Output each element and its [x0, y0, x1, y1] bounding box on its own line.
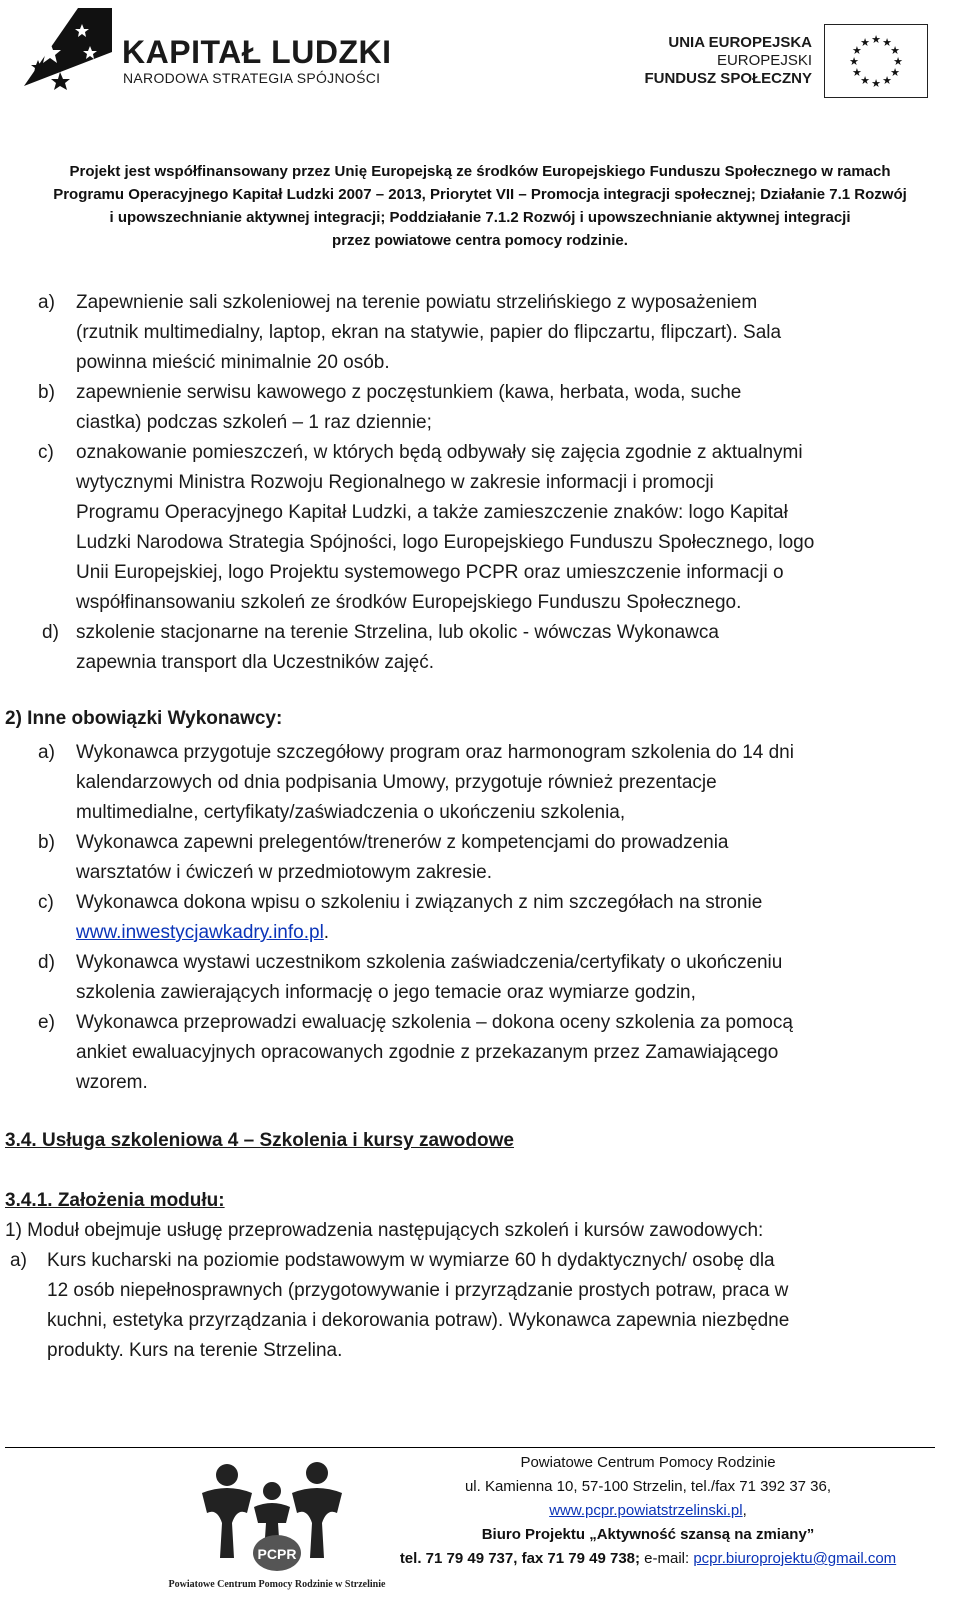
footer-website [368, 1499, 928, 1523]
ue-line2: EUROPEJSKI [716, 52, 812, 69]
cofinancing-line: przez powiatowe centra pomocy rodzinie. [332, 232, 628, 249]
text-line: wytycznymi Ministra Rozwoju Regionalnego w zakresie informacji i promocji [76, 472, 714, 493]
inwestycjawkadry-link[interactable]: www.inwestycjawkadry.info.pl [76, 922, 324, 943]
footer-org-name: Powiatowe Centrum Pomocy Rodzinie [520, 1454, 776, 1471]
section-3-4-heading: 3.4. Usługa szkoleniowa 4 – Szkolenia i kursy zawodowe [5, 1130, 514, 1151]
list-label: b) [38, 832, 55, 853]
text-line: multimedialne, certyfikaty/zaświadczenia o ukończeniu szkolenia, [76, 802, 626, 823]
eu-star-icon: ★ [860, 74, 870, 88]
list-label: a) [10, 1250, 27, 1271]
pcpr-logo-text: PCPR [257, 1546, 297, 1562]
footer-address: ul. Kamienna 10, 57-100 Strzelin, tel./fax 71 392 37 36, [464, 1478, 832, 1495]
list-text [76, 738, 794, 828]
cofinancing-notice [0, 160, 960, 252]
pcpr-logo-caption: Powiatowe Centrum Pomocy Rodzinie w Strzelinie [168, 1579, 386, 1590]
list-text [76, 288, 781, 378]
eu-star-icon: ★ [852, 66, 862, 79]
ue-line1: UNIA EUROPEJSKA [668, 34, 812, 51]
text-line: zapewnia transport dla Uczestników zajęć. [76, 652, 435, 673]
footer-email-label: e-mail: [640, 1550, 694, 1567]
text-line: 12 osób niepełnosprawnych (przygotowywanie i przyrządzanie prostych potraw, praca w [47, 1280, 789, 1301]
text-line: Wykonawca przygotuje szczegółowy program oraz harmonogram szkolenia do 14 dni [76, 742, 794, 763]
list-label: a) [38, 742, 55, 763]
list-text [47, 1246, 789, 1366]
eu-logo-text [640, 34, 812, 88]
text-line: powinna mieścić minimalnie 20 osób. [76, 352, 390, 373]
pcpr-logo-icon [168, 1453, 386, 1603]
eu-star-icon: ★ [860, 35, 870, 49]
eu-star-icon: ★ [852, 44, 862, 57]
footer-phones: tel. 71 79 49 737, fax 71 79 49 738; [399, 1550, 640, 1567]
cofinancing-line: Projekt jest współfinansowany przez Unię Europejską ze środków Europejskiego Funduszu Społecznego w ramach [69, 163, 891, 180]
text-line: produkty. Kurs na terenie Strzelina. [47, 1340, 343, 1361]
list-text [76, 378, 741, 438]
list-label: b) [38, 382, 55, 403]
list-label: a) [38, 292, 55, 313]
pcpr-website-link[interactable]: www.pcpr.powiatstrzelinski.pl [549, 1502, 743, 1519]
ue-line3: FUNDUSZ SPOŁECZNY [644, 70, 812, 87]
text-line: Programu Operacyjnego Kapitał Ludzki, a także zamieszczenie znaków: logo Kapitał [76, 502, 788, 523]
list-text [76, 828, 729, 888]
eu-star-icon: ★ [871, 33, 881, 46]
text-line: warsztatów i ćwiczeń w przedmiotowym zakresie. [76, 862, 493, 883]
list-label: c) [38, 442, 54, 463]
link-suffix: , [742, 1502, 747, 1519]
list-text [76, 438, 814, 618]
text-line: Zapewnienie sali szkoleniowej na terenie powiatu strzelińskiego z wyposażeniem [76, 292, 758, 313]
text-line: Wykonawca zapewni prelegentów/trenerów z kompetencjami do prowadzenia [76, 832, 729, 853]
list-text [76, 888, 762, 948]
list-text [76, 948, 782, 1008]
text-line: kuchni, estetyka przyrządzania i dekorowania potraw). Wykonawca zapewnia niezbędne [47, 1310, 790, 1331]
eu-star-icon: ★ [890, 44, 900, 57]
footer-divider [5, 1447, 935, 1448]
email-link[interactable]: pcpr.biuroprojektu@gmail.com [693, 1550, 897, 1567]
kapital-ludzki-subtitle: NARODOWA STRATEGIA SPÓJNOŚCI [123, 70, 381, 86]
text-line: współfinansowaniu szkoleń ze środków Europejskiego Funduszu Społecznego. [76, 592, 742, 613]
footer-phone-email [368, 1547, 928, 1571]
text-line: Unii Europejskiej, logo Projektu systemowego PCPR oraz umieszczenie informacji o [76, 562, 784, 583]
cofinancing-line: Programu Operacyjnego Kapitał Ludzki 2007 – 2013, Priorytet VII – Promocja integracji społecznej; Działanie 7.1 Rozwój [53, 186, 907, 203]
eu-star-icon: ★ [882, 35, 892, 49]
eu-flag-icon [824, 24, 928, 98]
text-line: szkolenie stacjonarne na terenie Strzelina, lub okolic - wówczas Wykonawca [76, 622, 719, 643]
module-intro: 1) Moduł obejmuje usługę przeprowadzenia następujących szkoleń i kursów zawodowych: [5, 1220, 764, 1241]
section-3-4-1-heading: 3.4.1. Założenia modułu: [5, 1190, 225, 1211]
eu-star-icon: ★ [871, 77, 881, 90]
text-line: Kurs kucharski na poziomie podstawowym w wymiarze 60 h dydaktycznych/ osobę dla [47, 1250, 775, 1271]
list-label: e) [38, 1012, 55, 1033]
text-line: Wykonawca dokona wpisu o szkoleniu i związanych z nim szczegółach na stronie [76, 892, 763, 913]
eu-star-icon: ★ [849, 55, 859, 68]
text-line: szkolenia zawierających informację o jego temacie oraz wymiarze godzin, [76, 982, 696, 1003]
eu-star-icon: ★ [890, 66, 900, 79]
kapital-ludzki-title: KAPITAŁ LUDZKI [122, 34, 392, 70]
text-line: ankiet ewaluacyjnych opracowanych zgodnie z przekazanym przez Zamawiającego [76, 1042, 779, 1063]
text-line: Wykonawca przeprowadzi ewaluację szkolenia – dokona oceny szkolenia za pomocą [76, 1012, 793, 1033]
link-suffix: . [323, 922, 330, 943]
text-line: wzorem. [76, 1072, 148, 1093]
list-text [76, 1008, 793, 1098]
text-line [76, 918, 762, 948]
text-line: zapewnienie serwisu kawowego z poczęstunkiem (kawa, herbata, woda, suche [76, 382, 742, 403]
footer-contact [368, 1451, 928, 1571]
text-line: Ludzki Narodowa Strategia Spójności, logo Europejskiego Funduszu Społecznego, logo [76, 532, 815, 553]
eu-star-icon: ★ [893, 55, 903, 68]
kapital-ludzki-logo-icon [20, 2, 112, 94]
text-line: kalendarzowych od dnia podpisania Umowy, przygotuje również prezentacje [76, 772, 717, 793]
text-line: Wykonawca wystawi uczestnikom szkolenia zaświadczenia/certyfikaty o ukończeniu [76, 952, 783, 973]
list-label: d) [42, 622, 59, 643]
list-text [76, 618, 719, 678]
eu-star-icon: ★ [882, 74, 892, 88]
text-line: (rzutnik multimedialny, laptop, ekran na statywie, papier do flipczartu, flipczart). Sala [76, 322, 782, 343]
list-label: c) [38, 892, 54, 913]
cofinancing-line: i upowszechnianie aktywnej integracji; Poddziałanie 7.1.2 Rozwój i upowszechnianie aktywnej integracji [109, 209, 851, 226]
list-label: d) [38, 952, 55, 973]
footer-project-office: Biuro Projektu „Aktywność szansą na zmiany” [481, 1526, 815, 1543]
section-2-heading: 2) Inne obowiązki Wykonawcy: [5, 708, 283, 729]
text-line: oznakowanie pomieszczeń, w których będą odbywały się zajęcia zgodnie z aktualnymi [76, 442, 803, 463]
text-line: ciastka) podczas szkoleń – 1 raz dziennie; [76, 412, 432, 433]
